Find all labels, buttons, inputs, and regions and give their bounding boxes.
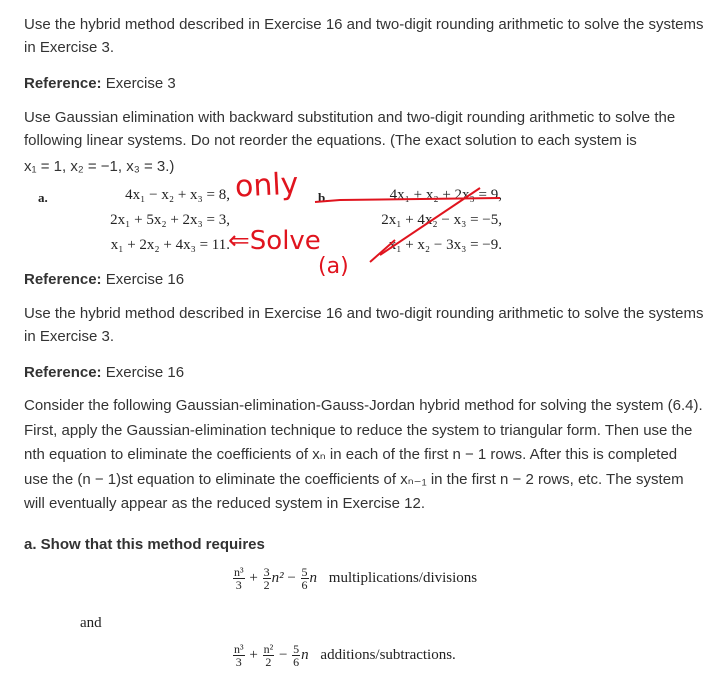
annotation-part-a: (a) [318, 254, 349, 279]
reference-label: Reference: [24, 364, 102, 381]
system-b-eq2: 2x₁ + 4x₂ − x₃ = −5, [381, 212, 502, 228]
numerator: 5 [293, 642, 300, 656]
reference-target: Exercise 3 [105, 75, 176, 92]
denominator: 3 [235, 655, 242, 669]
fraction [263, 566, 271, 591]
fraction [292, 643, 300, 668]
reference-target: Exercise 16 [105, 271, 185, 288]
system-a-eq2: 2x₁ + 5x₂ + 2x₃ = 3, [110, 212, 230, 228]
system-a-eq3: x₁ + 2x₂ + 4x₃ = 11. [110, 237, 230, 253]
system-a-label: a. [38, 190, 48, 205]
exact-solution: x₁ = 1, x₂ = −1, x₃ = 3.) [24, 158, 175, 175]
reference-exercise-16 [24, 268, 704, 291]
part-a-heading: a. Show that this method requires [24, 536, 265, 553]
conjunction-and: and [80, 615, 102, 631]
numerator: n³ [234, 642, 244, 656]
annotation-solve: ⇐Solve [228, 226, 321, 256]
formula-multiplications: $\frac{\text{n³}}{3}$ + $\frac{3}{2}$ n² − $\frac{5}{6}$ n multiplications/divisions [234, 565, 478, 592]
denominator: 6 [301, 578, 308, 592]
reference-target: Exercise 16 [105, 364, 185, 381]
fraction [263, 643, 275, 668]
fraction [233, 566, 245, 591]
exercise-3-statement: Use Gaussian elimination with backward substitution and two-digit rounding arithmetic to solve the following linear systems. Do not reorder the equations. (The exact solution to each system is [24, 109, 676, 149]
fraction [233, 643, 245, 668]
variable: n [301, 646, 309, 663]
reference-label: Reference: [24, 75, 102, 92]
denominator: 6 [293, 655, 300, 669]
exercise-16-intro: Use the hybrid method described in Exercise 16 and two-digit rounding arithmetic to solve the systems in Exercise 3. [24, 305, 704, 345]
annotation-only: only [234, 166, 300, 205]
fraction [301, 566, 309, 591]
system-b-label: b. [318, 190, 329, 205]
formula-description: multiplications/divisions [328, 569, 478, 586]
numerator: n³ [234, 565, 244, 579]
numerator: 5 [301, 565, 308, 579]
intro-paragraph: Use the hybrid method described in Exercise 16 and two-digit rounding arithmetic to solve the systems in Exercise 3. [24, 16, 704, 56]
system-a-eq1: 4x₁ − x₂ + x₃ = 8, [125, 187, 230, 203]
denominator: 2 [265, 655, 272, 669]
formula-description: additions/subtractions. [320, 646, 456, 663]
numerator: 3 [263, 565, 270, 579]
hybrid-method-description: Consider the following Gaussian-elimination-Gauss-Jordan hybrid method for solving the system (6.4). First, apply the Gaussian-elimination technique to reduce the system to triangular form. Then use the nth equation to eliminate the coefficients of xₙ in each of the first n − 1 rows. After this is completed use the (n − 1)st equation to eliminate the coefficients of xₙ₋₁ in the first n − 2 rows, etc. The system will eventually appear as the reduced system in Exercise 12. [24, 397, 703, 512]
variable: n [309, 569, 318, 586]
system-b-eq1: 4x₁ + x₂ + 2x₃ = 9, [389, 187, 502, 203]
variable: n² [271, 569, 284, 586]
reference-exercise-16-second [24, 361, 704, 384]
denominator: 2 [263, 578, 270, 592]
reference-label: Reference: [24, 271, 102, 288]
denominator: 3 [235, 578, 242, 592]
system-b-eq3: x₁ + x₂ − 3x₃ = −9. [388, 237, 502, 253]
reference-exercise-3 [24, 72, 704, 95]
numerator: n² [263, 642, 274, 656]
formula-additions: $\frac{\text{n³}}{3}$ + $\frac{\text{n²}}{2}$ − $\frac{5}{6}$ n additions/subtractions. [234, 642, 456, 669]
